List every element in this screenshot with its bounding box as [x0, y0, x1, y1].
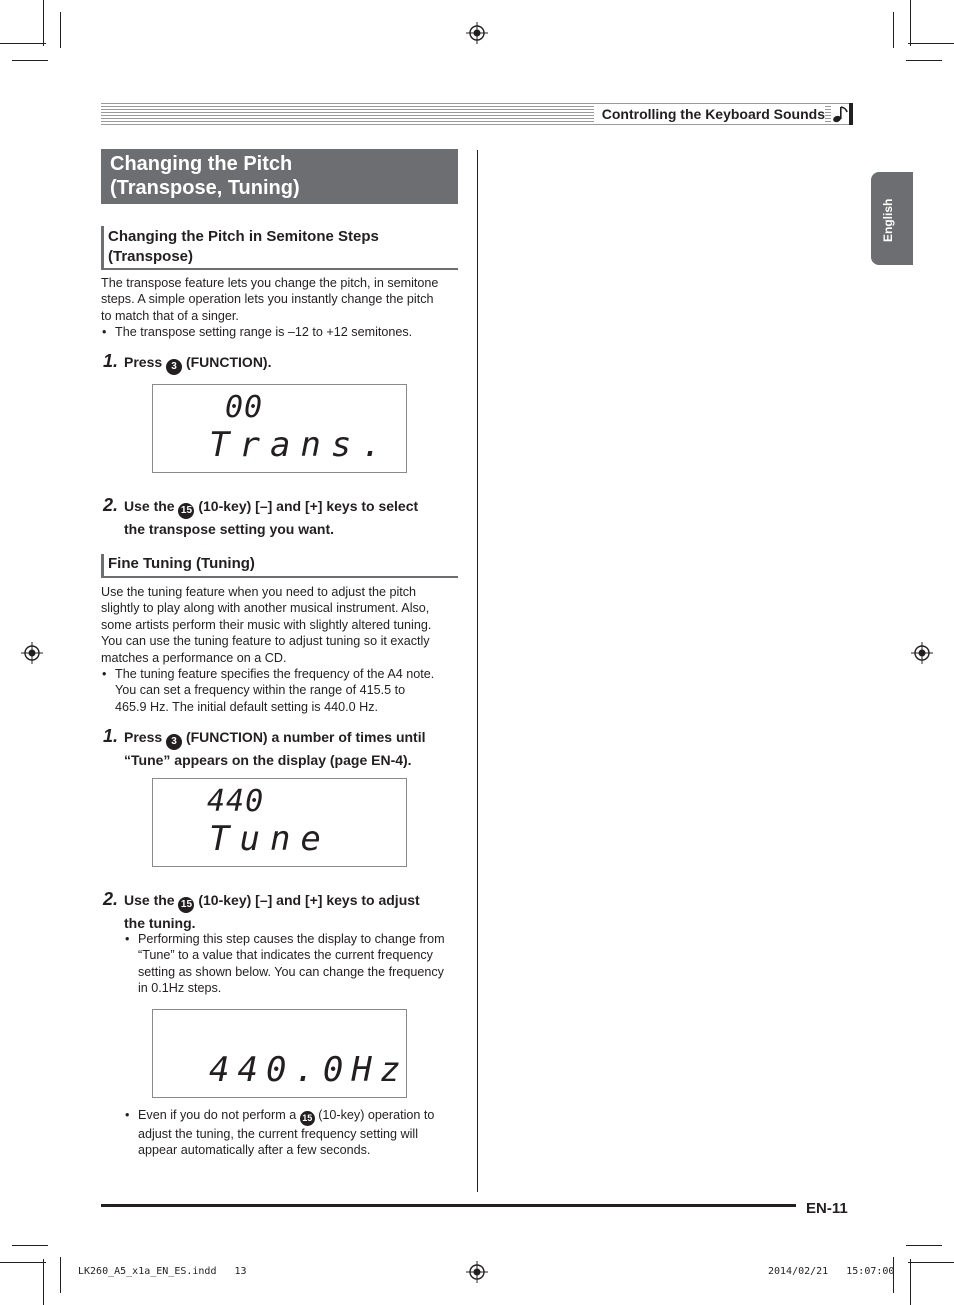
lcd-display-transpose: [152, 384, 407, 473]
running-header: [101, 103, 853, 125]
header-section-title: Controlling the Keyboard Sounds: [594, 105, 825, 123]
slug-date-info: 2014/02/21 15:07:00: [768, 1266, 895, 1277]
crop-mark: [908, 43, 954, 44]
crop-mark: [43, 0, 44, 46]
registration-mark-icon: [21, 642, 43, 664]
lcd-display-frequency: [152, 1009, 407, 1098]
crop-mark: [906, 1245, 942, 1246]
transpose-intro: The transpose feature lets you change the pitch, in semitone steps. A simple operation lets you instantly change the pitch to match that of a singer.: [101, 276, 439, 323]
crop-mark: [0, 1262, 46, 1263]
crop-mark: [43, 1259, 44, 1305]
step-instruction: Press 3 (FUNCTION) a number of times until “Tune” appears on the display (page EN-4).: [124, 729, 426, 768]
step-number: 2.: [103, 495, 119, 515]
lcd-display-tune: [152, 778, 407, 867]
language-tab: [871, 172, 913, 265]
crop-mark: [893, 12, 894, 48]
crop-mark: [0, 43, 46, 44]
crop-mark: [910, 1259, 911, 1305]
step-number: 1.: [103, 726, 119, 746]
column-divider: [477, 150, 478, 1192]
tuning-range-note: • The tuning feature specifies the frequency of the A4 note. You can set a frequency within the range of 415.5 to 465.9 Hz. The initial default setting is 440.0 Hz.: [102, 667, 435, 714]
step-note: • Even if you do not perform a 15 (10-key) operation to adjust the tuning, the current frequency setting will appear automatically after a few seconds.: [125, 1108, 435, 1158]
footer-rule: [101, 1204, 796, 1207]
registration-mark-icon: [466, 22, 488, 44]
crop-mark: [12, 60, 48, 61]
tuning-intro: Use the tuning feature when you need to adjust the pitch slightly to play along with another musical instrument. Also, some artists perform their music with slightly altered tuning. You can use the tuning feature to adjust tuning so it exactly matches a performance on a CD.: [101, 585, 432, 665]
crop-mark: [910, 0, 911, 46]
language-tab-label: English: [881, 198, 895, 242]
ten-key-icon: 15: [300, 1111, 315, 1126]
step-number: 1.: [103, 351, 119, 371]
crop-mark: [906, 60, 942, 61]
registration-mark-icon: [466, 1261, 488, 1283]
page-number: EN-11: [806, 1200, 848, 1217]
lcd-text: Tune: [209, 819, 331, 859]
header-rule-end: [849, 103, 853, 125]
lcd-text: 440.0Hz: [209, 1050, 409, 1090]
slug-file-info: LK260_A5_x1a_EN_ES.indd 13: [78, 1266, 247, 1277]
step-note: • Performing this step causes the display to change from “Tune” to a value that indicates the current frequency setting as shown below. You can change the frequency in 0.1Hz steps.: [125, 932, 445, 996]
function-button-icon: 3: [166, 359, 182, 375]
music-note-icon: [831, 104, 849, 124]
subheading-tuning: Fine Tuning (Tuning): [101, 554, 458, 578]
crop-mark: [908, 1262, 954, 1263]
registration-mark-icon: [911, 642, 933, 664]
subheading-transpose: Changing the Pitch in Semitone Steps (Transpose): [101, 226, 458, 270]
crop-mark: [60, 12, 61, 48]
lcd-value: 00: [225, 390, 264, 425]
lcd-value: 440: [207, 784, 265, 819]
section-title: Changing the Pitch (Transpose, Tuning): [110, 153, 300, 199]
step-number: 2.: [103, 889, 119, 909]
ten-key-icon: 15: [178, 503, 194, 519]
step-instruction: Use the 15 (10-key) [–] and [+] keys to adjust the tuning.: [124, 892, 420, 931]
step-instruction: Press 3 (FUNCTION).: [124, 352, 459, 375]
crop-mark: [60, 1257, 61, 1293]
section-title-box: [101, 149, 458, 204]
crop-mark: [12, 1245, 48, 1246]
function-button-icon: 3: [166, 734, 182, 750]
ten-key-icon: 15: [178, 897, 194, 913]
transpose-range-note: • The transpose setting range is –12 to +12 semitones.: [102, 325, 413, 339]
step-instruction: Use the 15 (10-key) [–] and [+] keys to select the transpose setting you want.: [124, 498, 419, 537]
lcd-text: Trans.: [209, 425, 392, 465]
